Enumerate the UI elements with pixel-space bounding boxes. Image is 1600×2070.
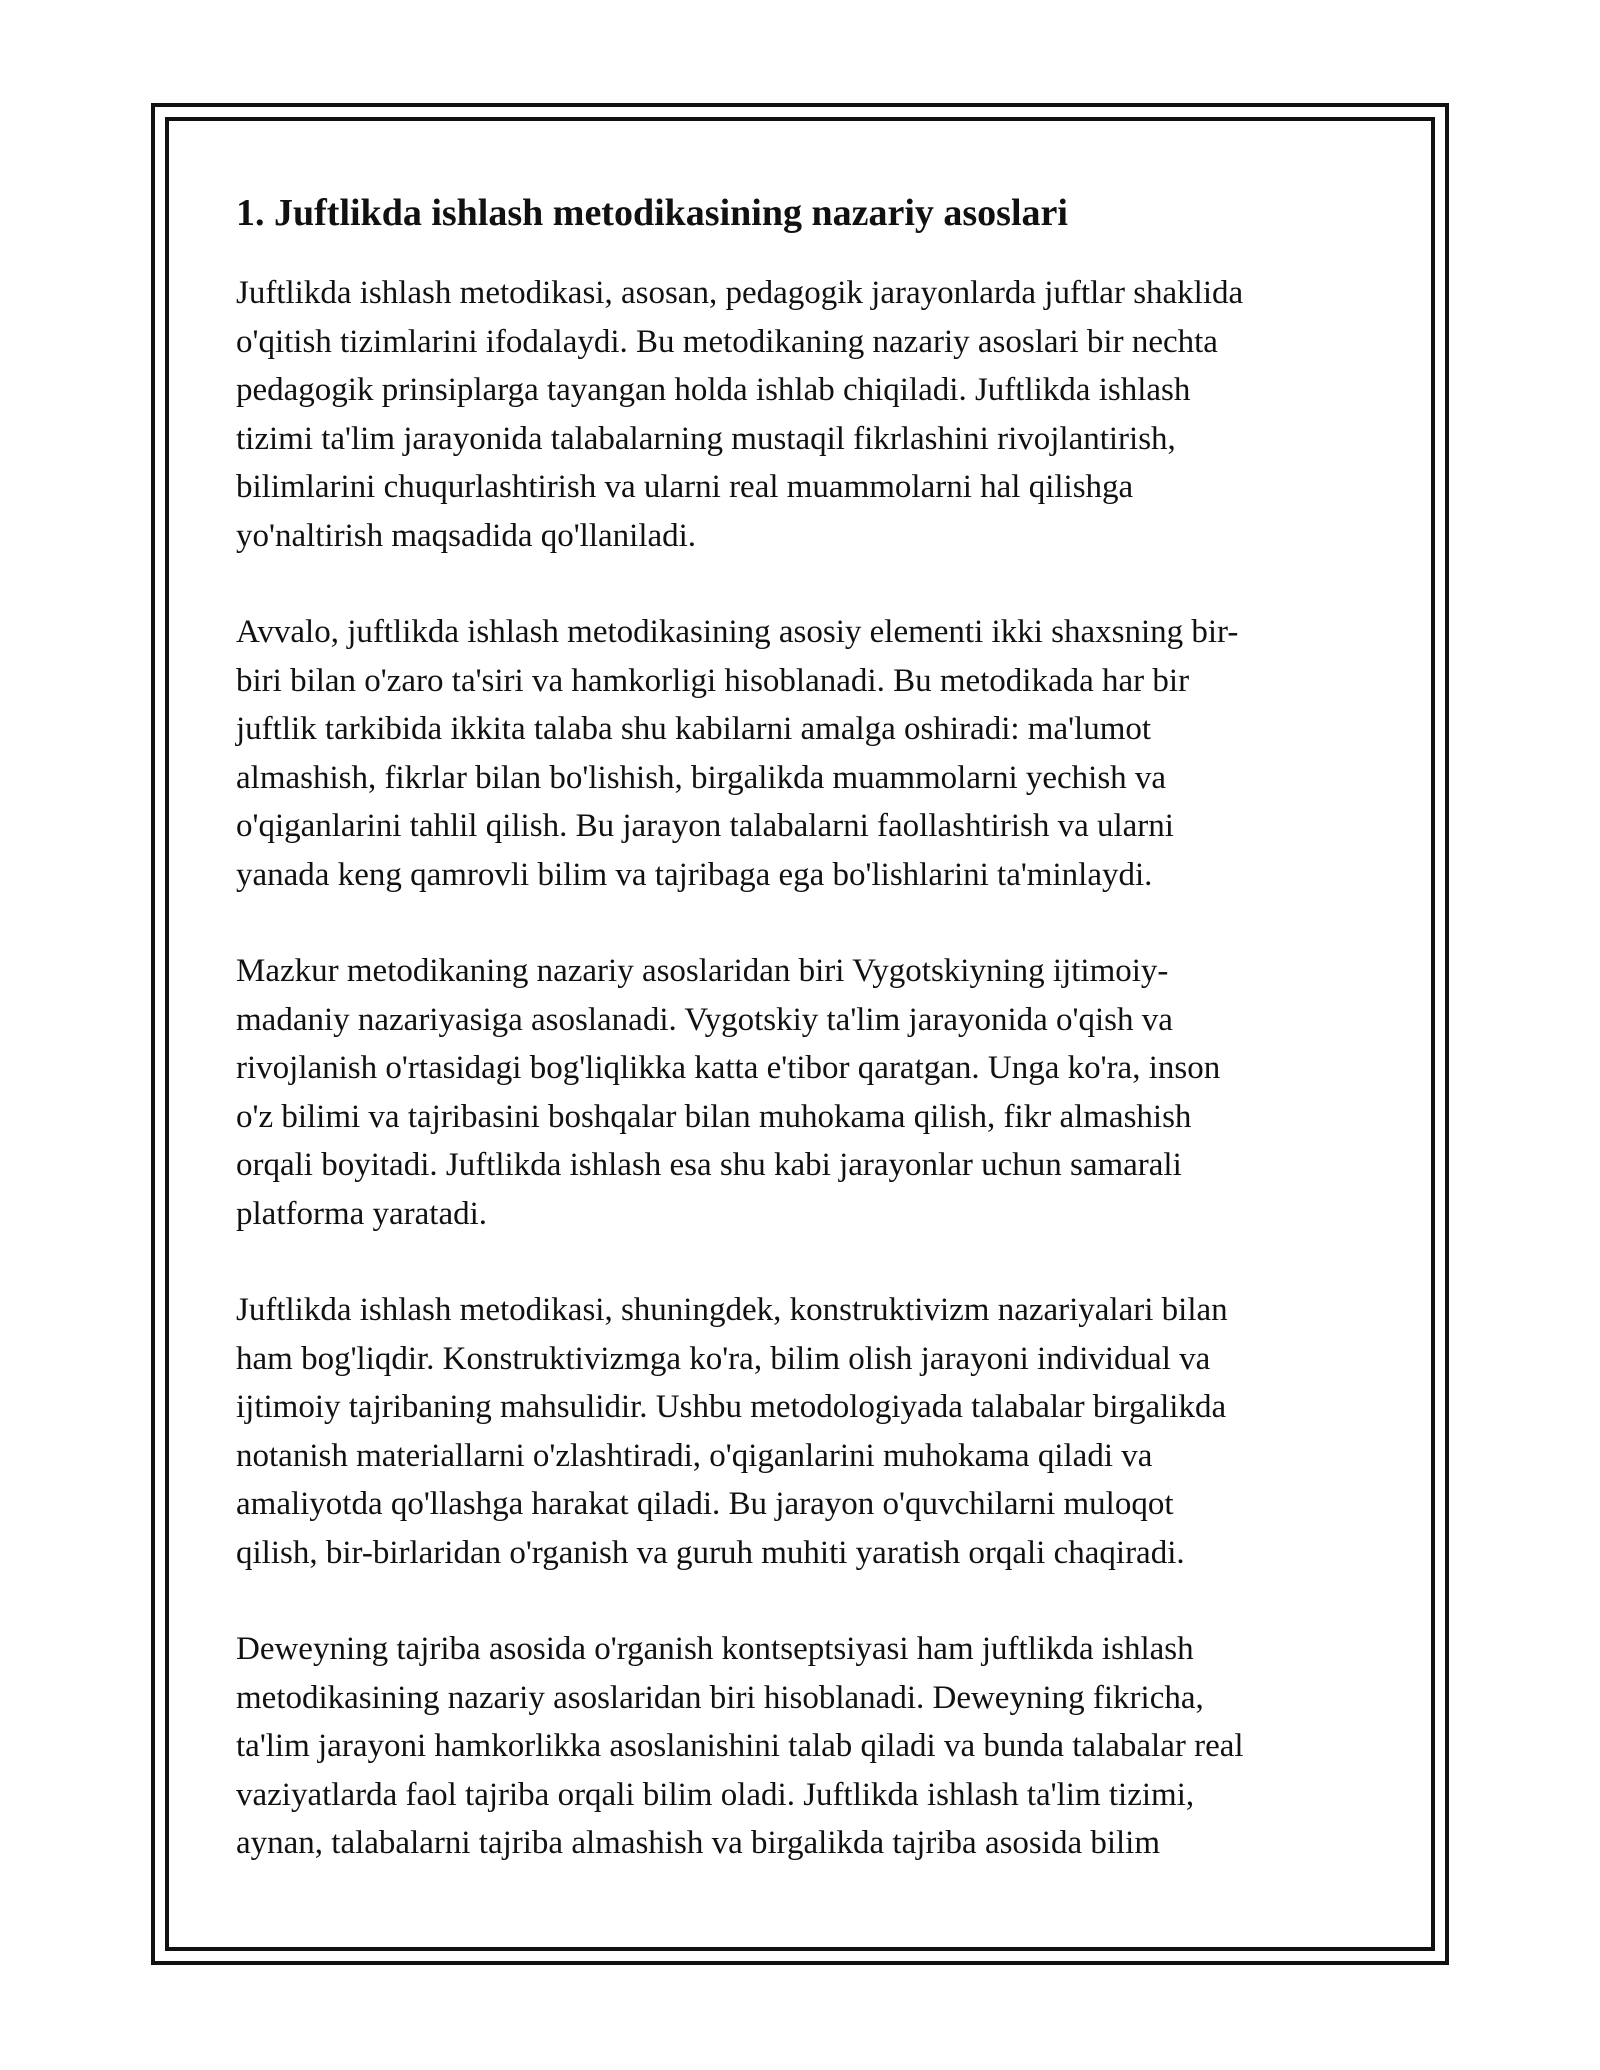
paragraph-5 (236, 1625, 1366, 1868)
text-line: aynan, talabalarni tajriba almashish va birgalikda tajriba asosida bilim (236, 1825, 1161, 1861)
text-line: Juftlikda ishlash metodikasi, asosan, pedagogik jarayonlarda juftlar shaklida (236, 275, 1244, 311)
text-line: madaniy nazariyasiga asoslanadi. Vygotskiy ta'lim jarayonida o'qish va (236, 1001, 1173, 1038)
text-line: tizimi ta'lim jarayonida talabalarning mustaqil fikrlashini rivojlantirish, (236, 420, 1176, 457)
text-line: platforma yaratadi. (236, 1195, 488, 1232)
text-line: orqali boyitadi. Juftlikda ishlash esa shu kabi jarayonlar uchun samarali (236, 1147, 1182, 1183)
text-line: o'qiganlarini tahlil qilish. Bu jarayon talabalarni faollashtirish va ularni (236, 808, 1174, 844)
paragraph-4 (236, 1286, 1366, 1577)
text-line: o'qitish tizimlarini ifodalaydi. Bu metodikaning nazariy asoslari bir nechta (236, 323, 1218, 360)
text-line: ijtimoiy tajribaning mahsulidir. Ushbu metodologiyada talabalar birgalikda (236, 1389, 1227, 1425)
paragraph-1 (236, 269, 1366, 560)
text-line: qilish, bir-birlaridan o'rganish va guruh muhiti yaratish orqali chaqiradi. (236, 1534, 1185, 1571)
text-line: notanish materiallarni o'zlashtiradi, o'qiganlarini muhokama qiladi va (236, 1437, 1153, 1474)
text-line: biri bilan o'zaro ta'siri va hamkorligi hisoblanadi. Bu metodikada har bir (236, 662, 1190, 699)
text-line: ta'lim jarayoni hamkorlikka asoslanishini talab qiladi va bunda talabalar real (236, 1728, 1244, 1764)
text-line: o'z bilimi va tajribasini boshqalar bilan muhokama qilish, fikr almashish (236, 1098, 1192, 1135)
text-line: Mazkur metodikaning nazariy asoslaridan biri Vygotskiyning ijtimoiy- (236, 953, 1169, 989)
document-body (236, 183, 1366, 1916)
text-line: Deweyning tajriba asosida o'rganish kontseptsiyasi ham juftlikda ishlash (236, 1631, 1194, 1667)
text-line: vaziyatlarda faol tajriba orqali bilim oladi. Juftlikda ishlash ta'lim tizimi, (236, 1776, 1195, 1813)
paragraph-3 (236, 947, 1366, 1238)
text-line: almashish, fikrlar bilan bo'lishish, birgalikda muammolarni yechish va (236, 759, 1167, 796)
text-line: rivojlanish o'rtasidagi bog'liqlikka katta e'tibor qaratgan. Unga ko'ra, inson (236, 1050, 1221, 1086)
text-line: bilimlarini chuqurlashtirish va ularni real muammolarni hal qilishga (236, 469, 1134, 505)
text-line: Juftlikda ishlash metodikasi, shuningdek, konstruktivizm nazariyalari bilan (236, 1292, 1228, 1328)
text-line: yo'naltirish maqsadida qo'llaniladi. (236, 517, 697, 554)
paragraph-2 (236, 608, 1366, 899)
text-line: metodikasining nazariy asoslaridan biri hisoblanadi. Deweyning fikricha, (236, 1679, 1204, 1716)
text-line: pedagogik prinsiplarga tayangan holda ishlab chiqiladi. Juftlikda ishlash (236, 372, 1191, 408)
text-line: juftlik tarkibida ikkita talaba shu kabilarni amalga oshiradi: ma'lumot (236, 711, 1152, 747)
text-line: Avvalo, juftlikda ishlash metodikasining asosiy elementi ikki shaxsning bir- (236, 614, 1239, 650)
text-line: ham bog'liqdir. Konstruktivizmga ko'ra, bilim olish jarayoni individual va (236, 1340, 1211, 1377)
text-line: amaliyotda qo'llashga harakat qiladi. Bu jarayon o'quvchilarni muloqot (236, 1486, 1174, 1522)
text-line: yanada keng qamrovli bilim va tajribaga ega bo'lishlarini ta'minlaydi. (236, 856, 1153, 893)
section-heading: 1. Juftlikda ishlash metodikasining nazariy asoslari (236, 192, 1068, 234)
